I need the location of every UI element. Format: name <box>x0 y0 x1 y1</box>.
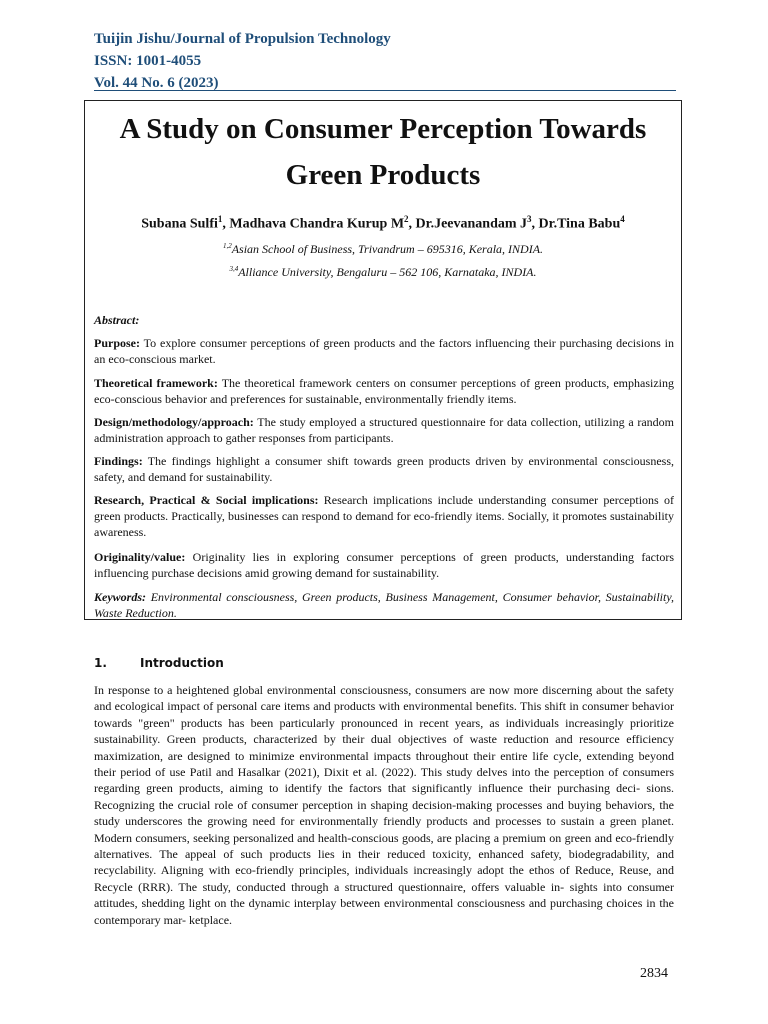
introduction-paragraph: In response to a heightened global environmental consciousness, consumers are now more discerning about the safety and ecological impact of personal care items and products with environmental benefits. This shift in consumer behavior towards "green" products has been particularly pronounced in recent years, as individuals increasingly prioritize sustainability. Green products, characterized by their dual objectives of waste reduction and resource efficiency maximization, are designed to minimize environmental impacts throughout their entire life cycle, extending beyond their period of use Patil and Hasalkar (2021), Dixit et al. (2022). This study delves into the perception of consumers regarding green products, aiming to identify the factors that significantly influence their purchasing deci- sions. Recognizing the crucial role of consumer perception in shaping decision-making processes and buying behaviors, the study underscores the growing need for environmentally friendly products and processes to sustain a green planet. Modern consumers, seeking personalized and health-conscious goods, are placing a premium on green and eco-friendly alternatives. The appeal of such products lies in their reduced toxicity, enhanced safety, biodegradability, and recyclability. Aligning with eco-friendly principles, individuals increasingly adopt the ethos of Reduce, Reuse, and Recycle (RRR). The study, conducted through a structured questionnaire, offers valuable in- sights into consumer attitudes, shedding light on the dynamic interplay between environmental consciousness and purchasing choices in the contemporary mar- ketplace. <box>94 683 674 927</box>
keywords <box>94 589 674 621</box>
paper-title <box>84 106 682 198</box>
abstract-findings-text: The findings highlight a consumer shift towards green products driven by environmental consciousness, safety, and demand for sustainability. <box>94 454 674 484</box>
abstract-label: Abstract: <box>94 313 140 327</box>
abstract-purpose-label: Purpose: <box>94 336 140 350</box>
abstract-framework-text: The theoretical framework centers on consumer perceptions of green products, emphasizing eco-conscious behavior and preferences for sustainable, environmentally friendly items. <box>94 376 674 406</box>
keywords-label: Keywords: <box>94 590 146 604</box>
section-heading <box>94 656 224 670</box>
author-2: Madhava Chandra Kurup M <box>229 216 405 232</box>
abstract-originality-text: Originality lies in exploring consumer perceptions of green products, understanding factors influencing purchase decisions amid growing demand for sustainability. <box>94 550 674 580</box>
abstract-findings-label: Findings: <box>94 454 143 468</box>
affiliation-2-text: Alliance University, Bengaluru – 562 106, Karnataka, INDIA. <box>238 265 537 279</box>
journal-name: Tuijin Jishu/Journal of Propulsion Technology <box>94 31 391 47</box>
author-3: Dr.Jeevanandam J <box>415 216 528 232</box>
author-separator: , <box>531 216 539 232</box>
author-1: Subana Sulfi <box>141 216 218 232</box>
abstract-purpose <box>94 335 674 367</box>
author-1-sup: 1 <box>217 214 223 224</box>
abstract-implications-label: Research, Practical & Social implications: <box>94 493 319 507</box>
author-4-sup: 4 <box>620 214 625 224</box>
abstract-originality <box>94 549 674 581</box>
abstract-purpose-text: To explore consumer perceptions of green products and the factors influencing their purchasing decisions in an eco-conscious market. <box>94 336 674 366</box>
abstract-implications-text: Research implications include understanding consumer perceptions of green products. Practically, businesses can respond to demand for eco-friendly items. Socially, it promotes sustainability awareness. <box>94 493 674 539</box>
title-line-1: A Study on Consumer Perception Towards <box>119 113 647 145</box>
section-number: 1. <box>94 656 107 670</box>
abstract-findings <box>94 453 674 485</box>
author-list <box>84 214 682 233</box>
abstract-framework-label: Theoretical framework: <box>94 376 218 390</box>
abstract-implications <box>94 492 674 540</box>
title-line-2: Green Products <box>285 159 481 191</box>
page-number: 2834 <box>640 966 668 981</box>
journal-volume: Vol. 44 No. 6 (2023) <box>94 75 219 91</box>
section-title: Introduction <box>140 656 224 670</box>
affiliation-1-sup: 1,2 <box>222 242 232 250</box>
keywords-text: Environmental consciousness, Green products, Business Management, Consumer behavior, Sustainability, Waste Reduction. <box>94 590 674 620</box>
abstract-design-label: Design/methodology/approach: <box>94 415 254 429</box>
journal-issn: ISSN: 1001-4055 <box>94 53 202 69</box>
affiliation-1 <box>84 242 682 257</box>
author-separator: , <box>408 216 416 232</box>
abstract-originality-label: Originality/value: <box>94 550 186 564</box>
abstract-framework <box>94 375 674 407</box>
author-4: Dr.Tina Babu <box>538 216 621 232</box>
journal-header <box>94 28 676 94</box>
header-rule <box>94 90 676 91</box>
abstract-design-text: The study employed a structured questionnaire for data collection, utilizing a random administration approach to gather responses from participants. <box>94 415 674 445</box>
author-3-sup: 3 <box>527 214 532 224</box>
abstract-design <box>94 414 674 446</box>
author-2-sup: 2 <box>404 214 409 224</box>
author-separator: , <box>222 216 230 232</box>
affiliation-2-sup: 3,4 <box>229 265 239 273</box>
affiliation-2 <box>84 265 682 280</box>
affiliation-1-text: Asian School of Business, Trivandrum – 695316, Kerala, INDIA. <box>231 242 544 256</box>
